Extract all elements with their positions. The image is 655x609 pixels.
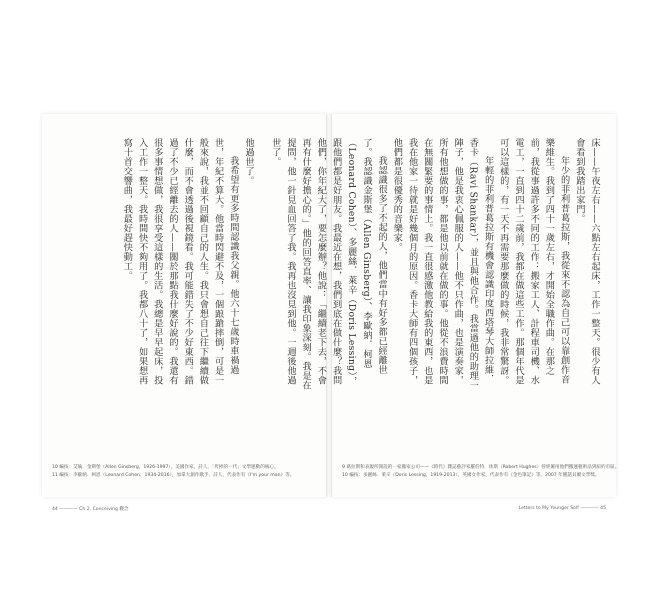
page-folio: Letters to My Younger Self ———— 45: [518, 506, 606, 511]
footnote: 10 編按：艾倫．金斯堡（Allen Ginsberg，1926-1997），美國作家、詩人，「垮掉的一代」文學運動的核心。: [52, 465, 279, 470]
footnotes: [52, 464, 316, 479]
footnote: 9 葛拉斯和表親所開設的一家搬家公司——《時代》雜誌藝評家羅伯特．休斯（Robert Hughes）曾經僱用他們搬運藝術品到紐約市區。: [342, 465, 620, 470]
paragraph: 我認識很多了不起的人，他們當中有好多都已經離世了。我認識金斯堡（Allen Ginsberg）、李歐納．柯恩（Leonard Cohen）、多麗絲．萊辛（Doris Lessing），跟他們都是好朋友。我最近在想，我們到底在做什麼？我問他們，你年紀大了，要怎麼辦？他說：「繼續老下去，不會再有什麼好擔心的。」他的回答直率、讓我印象深刻。我是在提問，他一針見血回答了我。我再也沒見到他。一週後他過世了。: [269, 138, 388, 390]
page-folio: 44 ———— Ch 2. Conceiving 觀念: [52, 507, 129, 512]
paragraph: 他過世了。: [243, 138, 254, 186]
right-page-body: [269, 138, 602, 390]
footnote: 10 編按：多麗絲．萊辛（Doris Lessing，1919-2013），英國女作家，代表作有《金色筆記》等，2007 年獲諾貝爾文學獎。: [342, 472, 600, 478]
paragraph: 年少的菲利普葛拉斯，我從來不認為自己可以靠創作音樂維生。我到了四十一歲左右，才開始全職作曲。在那之前，我從事過許多不同的工作：搬家工人、計程車司機、水電工，一直到四十二歲前，我都在做這些工作。那個年代是可以這樣的，有一天不再需要那麼做的時候，我非常驚訝。: [497, 138, 570, 385]
left-page-body: [76, 138, 256, 390]
paragraph: 年輕的菲利普葛拉斯有機會認識印度西塔琴大師拉維．香卡（Ravi Shankar），並且與他合作。我當過他的助理一陣子，他是我衷心佩服的人——他不只作曲，也是演奏家，所有他想做的事，都是他以前就在做的事。他從不浪費時間在無關緊要的事情上。我一直很感激他教給我的東西，也是我在他家一待就是好幾個月的原因。香卡大師有四個孩子，他們都是很優秀的音樂家。: [391, 138, 494, 390]
right-page: [269, 114, 620, 511]
footnotes: [342, 464, 620, 479]
paragraph: 我希望有更多時間認識我父親。他六十七歲時車禍過世，年紀不算大。他當時閃避不及，一個踉蹌摔倒，可是一般來說，我並不回顧自己的人生。我只會想自己往下繼續做什麼，而不會透過後視鏡看。我可能錯失了不少好東西。錯過了不少已經離去的人——關於那點我什麼好說的。我還有很多事情想做，我很享受這樣的生活。我總是早早起床，投入工作一整天。我時間快不夠用了。我都八十了，如果想再寫十首交響曲，我最好趕快動工。: [121, 138, 239, 385]
paragraph: 床——午夜左右——六點左右起床，工作一整天。很少有人會看到我踏出家門。: [573, 138, 600, 385]
footnote: 11 編按：李歐納．柯恩（Leonard Cohen，1934-2016），加拿大創作歌手、詩人，代表作有《I'm your man》等。: [52, 472, 295, 478]
